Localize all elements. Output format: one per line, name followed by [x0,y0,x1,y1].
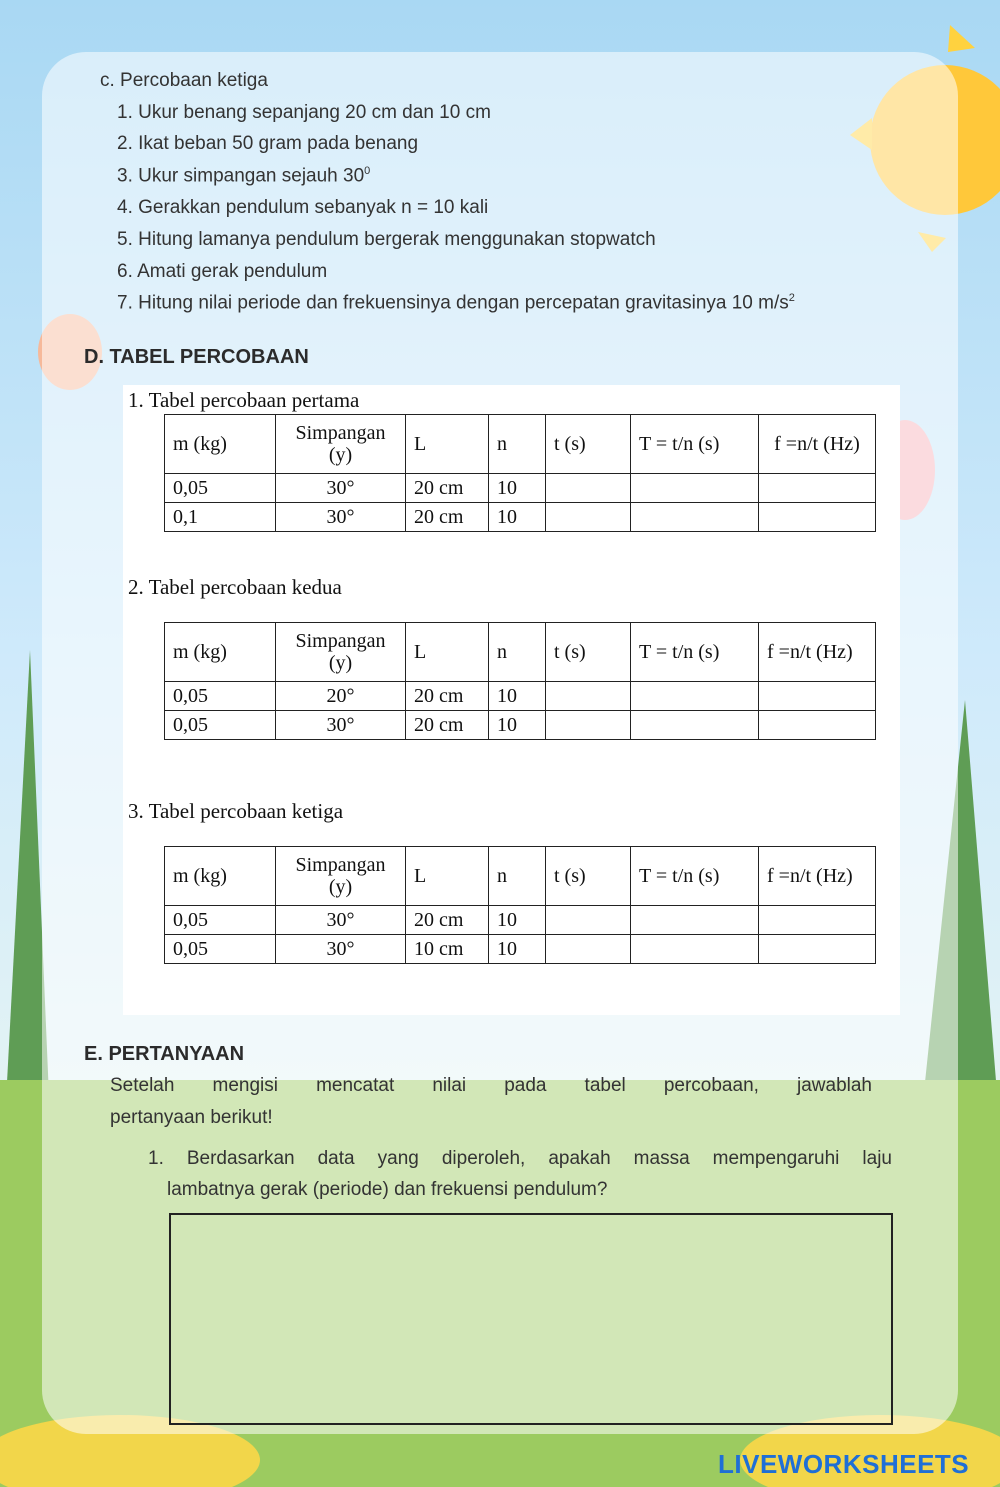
cell: 30° [276,503,406,532]
table-header-row [165,847,876,906]
cell: 10 [489,711,546,740]
cell: 0,05 [165,935,276,964]
cell: 30° [276,474,406,503]
step-1: 1. Ukur benang sepanjang 20 cm dan 10 cm [117,102,491,123]
input-cell[interactable] [759,682,876,711]
input-cell[interactable] [546,906,631,935]
table-row [165,711,876,740]
col-frequency: f =n/t (Hz) [759,415,876,474]
cell: 30° [276,711,406,740]
input-cell[interactable] [759,711,876,740]
question-1-line-2: lambatnya gerak (periode) dan frekuensi pendulum? [167,1179,608,1200]
table-row [165,935,876,964]
step-3 [117,165,370,187]
cell: 30° [276,906,406,935]
sun-ray [948,25,975,52]
table-3-title: 3. Tabel percobaan ketiga [128,799,344,823]
step-5: 5. Hitung lamanya pendulum bergerak menggunakan stopwatch [117,229,656,250]
intro-line-2: pertanyaan berikut! [110,1107,273,1128]
input-cell[interactable] [631,935,759,964]
table-row [165,906,876,935]
col-simpangan: Simpangan (y) [276,623,406,682]
cell: 0,05 [165,906,276,935]
table-header-row [165,623,876,682]
table-3 [164,846,876,964]
col-period: T = t/n (s) [631,847,759,906]
cell: 0,05 [165,682,276,711]
cell: 20 cm [406,503,489,532]
col-n: n [489,415,546,474]
col-mass: m (kg) [165,623,276,682]
col-simpangan: Simpangan (y) [276,847,406,906]
col-n: n [489,623,546,682]
input-cell[interactable] [546,682,631,711]
step-7-text: 7. Hitung nilai periode dan frekuensinya dengan percepatan gravitasinya 10 m/s [117,292,789,314]
col-simpangan: Simpangan (y) [276,415,406,474]
table-header-row [165,415,876,474]
input-cell[interactable] [759,503,876,532]
col-mass: m (kg) [165,415,276,474]
cell: 20 cm [406,711,489,740]
brand-logo: LIVEWORKSHEETS [718,1449,970,1479]
input-cell[interactable] [546,711,631,740]
table-row [165,682,876,711]
col-mass: m (kg) [165,847,276,906]
table-row [165,474,876,503]
section-c-heading: c. Percobaan ketiga [100,70,268,91]
cell: 0,05 [165,474,276,503]
table-2 [164,622,876,740]
step-3-sup: 0 [364,165,371,177]
input-cell[interactable] [631,503,759,532]
step-4: 4. Gerakkan pendulum sebanyak n = 10 kali [117,197,489,218]
question-1-line-1: 1. Berdasarkan data yang diperoleh, apakah massa mempengaruhi laju [148,1148,892,1169]
col-length: L [406,415,489,474]
col-time: t (s) [546,415,631,474]
cell: 20 cm [406,682,489,711]
col-frequency: f =n/t (Hz) [759,623,876,682]
col-length: L [406,847,489,906]
cell: 0,05 [165,711,276,740]
col-period: T = t/n (s) [631,623,759,682]
answer-box[interactable] [169,1213,893,1425]
table-1-title: 1. Tabel percobaan pertama [128,388,360,412]
input-cell[interactable] [759,935,876,964]
cell: 10 [489,906,546,935]
step-7 [117,292,795,314]
step-7-sup: 2 [788,292,795,304]
input-cell[interactable] [546,474,631,503]
cell: 10 [489,682,546,711]
col-n: n [489,847,546,906]
cell: 20° [276,682,406,711]
intro-line-1: Setelah mengisi mencatat nilai pada tabel percobaan, jawablah [110,1075,872,1096]
section-e-heading: E. PERTANYAAN [84,1043,245,1065]
cell: 20 cm [406,906,489,935]
input-cell[interactable] [546,935,631,964]
col-frequency: f =n/t (Hz) [759,847,876,906]
cell: 10 cm [406,935,489,964]
section-d-heading: D. TABEL PERCOBAAN [84,346,309,368]
table-2-title: 2. Tabel percobaan kedua [128,575,342,599]
input-cell[interactable] [546,503,631,532]
input-cell[interactable] [631,711,759,740]
step-3-text: 3. Ukur simpangan sejauh 30 [117,165,365,187]
table-row [165,503,876,532]
col-time: t (s) [546,847,631,906]
cell: 10 [489,503,546,532]
input-cell[interactable] [631,474,759,503]
cell: 30° [276,935,406,964]
input-cell[interactable] [759,474,876,503]
col-length: L [406,623,489,682]
step-2: 2. Ikat beban 50 gram pada benang [117,133,419,154]
input-cell[interactable] [631,682,759,711]
input-cell[interactable] [759,906,876,935]
input-cell[interactable] [631,906,759,935]
col-period: T = t/n (s) [631,415,759,474]
col-time: t (s) [546,623,631,682]
cell: 20 cm [406,474,489,503]
table-1 [164,414,876,532]
cell: 0,1 [165,503,276,532]
cell: 10 [489,935,546,964]
step-6: 6. Amati gerak pendulum [117,261,328,282]
cell: 10 [489,474,546,503]
